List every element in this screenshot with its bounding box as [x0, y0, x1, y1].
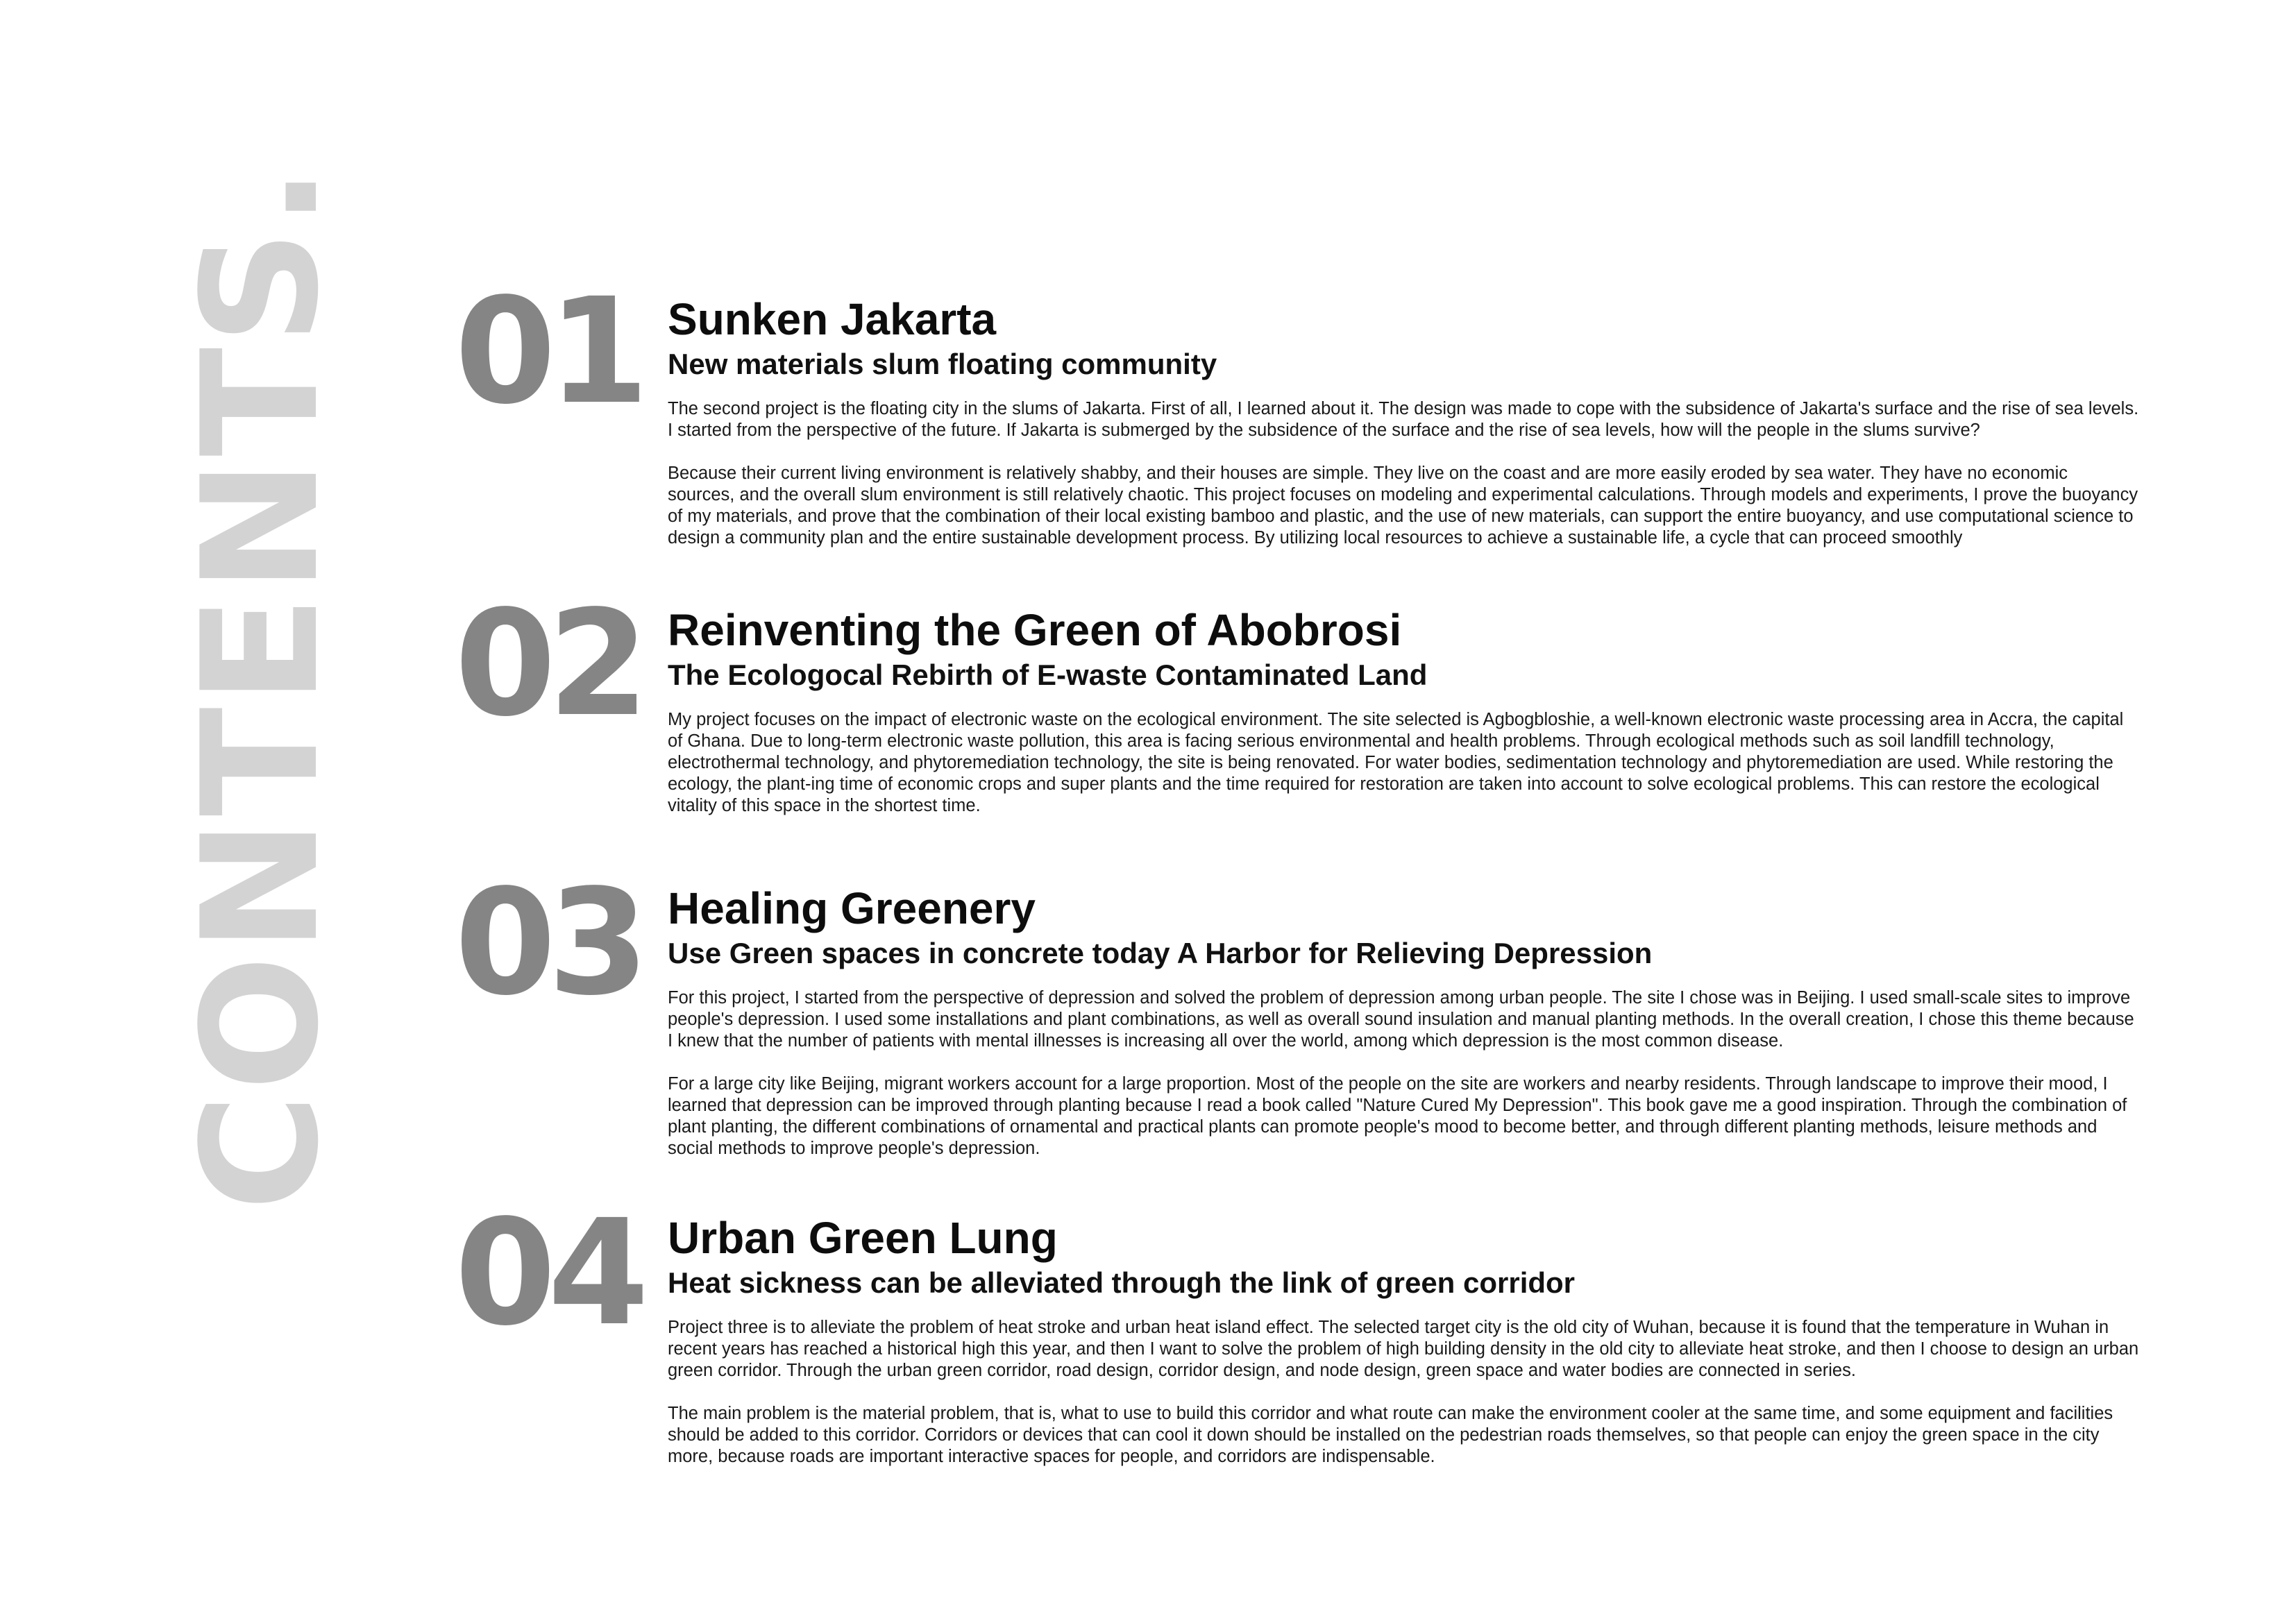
section-04 — [668, 1213, 2139, 1468]
section-title: Sunken Jakarta — [668, 294, 997, 344]
section-subtitle: New materials slum floating community — [668, 348, 1217, 380]
section-paragraph: The main problem is the material problem, that is, what to use to build this corridor and what route can make the environment cooler at the same time, and some equipment and facilities should be added to this corridor. Corridors or devices that can cool it down should be installed on the pedestrian roads themselves, so that people can enjoy the green space in the city more, because roads are important interactive spaces for people, and corridors are indispensable. — [668, 1404, 2113, 1466]
section-title: Reinventing the Green of Abobrosi — [668, 605, 1402, 655]
section-paragraph: Because their current living environment is relatively shabby, and their houses are simple. They live on the coast and are more easily eroded by sea water. They have no economic sources, and the overall slum environment is still relatively chaotic. This project focuses on modeling and experimental calculations. Through models and experiments, I prove the buoyancy of my materials, and prove that the combination of their local existing bamboo and plastic, and the use of new materials, can support the entire buoyancy, and use computational science to design a community plan and the entire sustainable development process. By utilizing local resources to achieve a sustainable life, a cycle that can proceed smoothly — [668, 464, 2138, 547]
section-number-01: 01 — [455, 266, 641, 436]
section-paragraph: The second project is the floating city in the slums of Jakarta. First of all, I learned about it. The design was made to cope with the subsidence of Jakarta's surface and the rise of sea levels. I started from the perspective of the future. If Jakarta is submerged by the subsidence of the surface and the rise of sea levels, how will the people in the slums survive? — [668, 399, 2139, 440]
section-01 — [668, 294, 2139, 549]
section-body — [668, 398, 2139, 549]
section-body — [668, 709, 2139, 817]
section-number-04: 04 — [455, 1188, 641, 1358]
section-subtitle: Use Green spaces in concrete today A Harbor for Relieving Depression — [668, 937, 1653, 969]
section-subtitle: Heat sickness can be alleviated through the link of green corridor — [668, 1266, 1576, 1299]
contents-side-title: CONTENTS. — [169, 163, 354, 1211]
section-subtitle: The Ecologocal Rebirth of E-waste Contaminated Land — [668, 658, 1428, 691]
section-body — [668, 1317, 2139, 1468]
section-paragraph: For a large city like Beijing, migrant workers account for a large proportion. Most of the people on the site are workers and nearby residents. Through landscape to improve their mood, I learned that depression can be improved through planting because I read a book called "Nature Cured My Depression". This book gave me a good inspiration. Through the combination of plant planting, the different combinations of ornamental and practical plants can promote people's mood to become better, and through different planting methods, leisure methods and social methods to improve people's depression. — [668, 1074, 2127, 1158]
section-03 — [668, 883, 2139, 1159]
section-02 — [668, 605, 2139, 817]
section-paragraph: Project three is to alleviate the problem of heat stroke and urban heat island effect. The selected target city is the old city of Wuhan, because it is found that the temperature in Wuhan in recent years has reached a historical high this year, and then I want to solve the problem of high building density in the old city to alleviate heat stroke, and then I choose to design an urban green corridor. Through the urban green corridor, road design, corridor design, and node design, green space and water bodies are connected in series. — [668, 1318, 2139, 1380]
section-number-03: 03 — [455, 858, 641, 1028]
section-title: Urban Green Lung — [668, 1213, 1058, 1263]
section-body — [668, 987, 2139, 1159]
section-number-02: 02 — [455, 579, 641, 749]
section-title: Healing Greenery — [668, 883, 1036, 933]
section-paragraph: For this project, I started from the perspective of depression and solved the problem of depression among urban people. The site I chose was in Beijing. I used small-scale sites to improve people's depression. I used some installations and plant combinations, as well as overall sound insulation and manual planting methods. In the overall creation, I chose this theme because I knew that the number of patients with mental illnesses is increasing all over the world, among which depression is the most common disease. — [668, 988, 2134, 1051]
section-paragraph: My project focuses on the impact of electronic waste on the ecological environment. The site selected is Agbogbloshie, a well-known electronic waste processing area in Accra, the capital of Ghana. Due to long-term electronic waste pollution, this area is facing serious environmental and health problems. Through ecological methods such as soil landfill technology, electrothermal technology, and phytoremediation technology, the site is being renovated. For water bodies, sedimentation technology and phytoremediation are used. While restoring the ecology, the plant-ing time of economic crops and super plants and the time required for restoration are taken into account to solve ecological problems. This can restore the ecological vitality of this space in the shortest time. — [668, 710, 2124, 815]
